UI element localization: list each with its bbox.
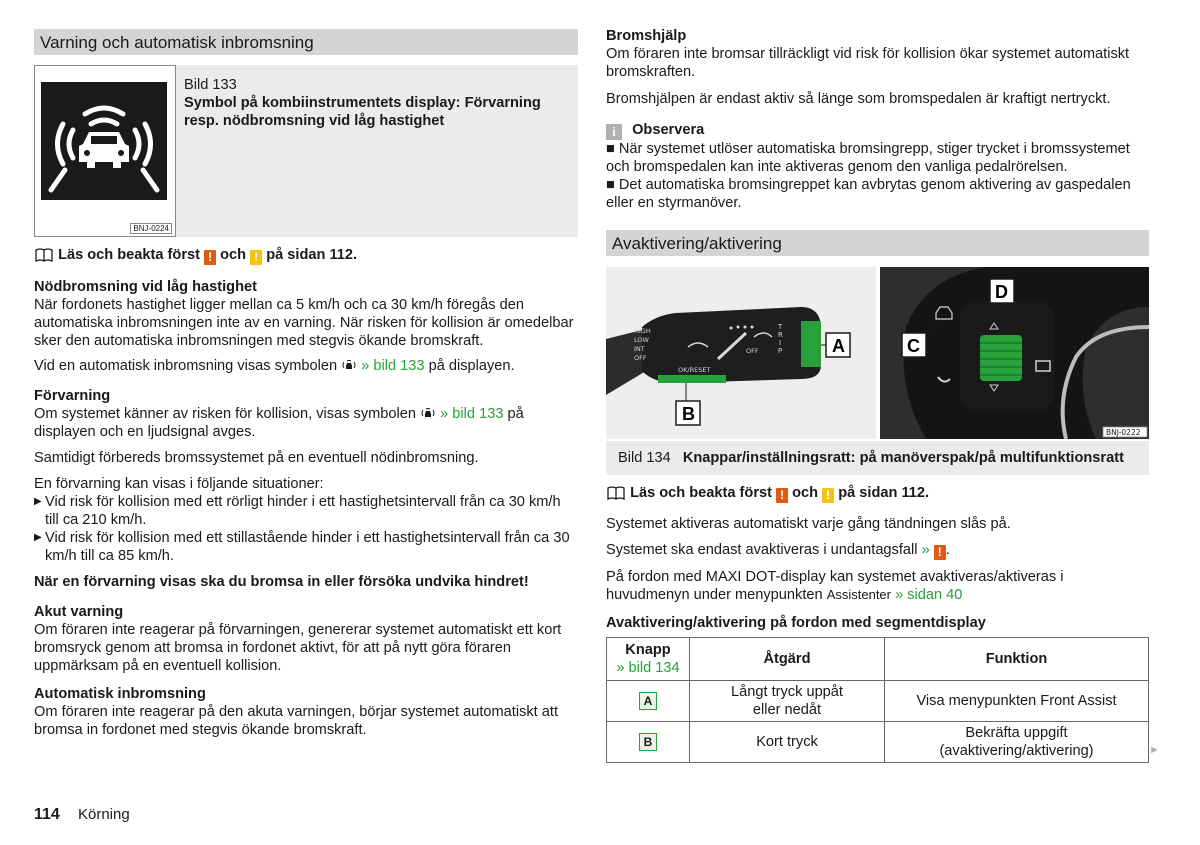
key-cell xyxy=(607,722,690,763)
warning-link[interactable]: » xyxy=(921,542,930,558)
continue-arrow-icon: ► xyxy=(1149,744,1160,756)
svg-text:OFF: OFF xyxy=(746,347,759,355)
front-assist-icon xyxy=(341,359,357,371)
figure-code: BNJ-0224 xyxy=(130,223,172,234)
header-funktion: Funktion xyxy=(885,638,1149,681)
paragraph-1: Systemet aktiveras automatiskt varje gång tändningen slås på. xyxy=(606,516,1011,532)
figure-number: Bild 133 xyxy=(184,77,237,93)
action-cell: Kort tryck xyxy=(690,722,885,763)
auto-text: Om föraren inte reagerar på den akuta varningen, börjar systemet automatiskt att bromsa in fordonet med stegvis ökande bromskraft. xyxy=(34,704,559,738)
figure-134-caption-bar xyxy=(606,441,1149,475)
table-title: Avaktivering/aktivering på fordon med segmentdisplay xyxy=(606,615,986,631)
figure-134 xyxy=(606,267,1149,439)
svg-text:D: D xyxy=(995,282,1008,302)
brake-assist-block xyxy=(606,27,1149,108)
auto-block xyxy=(34,685,578,739)
function-cell: Visa menypunkten Front Assist xyxy=(885,681,1149,722)
prewarning-text: Om systemet känner av risken för kollision, visas symbolen » bild 133 på displayen och en ljudsignal avges. xyxy=(34,406,524,440)
prewarning-bold-note: När en förvarning visas ska du bromsa in eller försöka undvika hindret! xyxy=(34,574,529,590)
warning-icon: ! xyxy=(776,488,788,503)
low-speed-block xyxy=(34,278,578,375)
key-a-badge: A xyxy=(639,692,657,710)
key-b-badge: B xyxy=(639,733,657,751)
table-row xyxy=(607,681,1149,722)
svg-text:P: P xyxy=(778,347,783,355)
situation-item: ▶ Vid risk för kollision med ett rörligt hinder i ett hastighetsintervall från ca 30 km/h till ca 210 km/h. xyxy=(34,494,561,528)
prewarning-block xyxy=(34,387,578,591)
section-title-warning: Varning och automatisk inbromsning xyxy=(34,29,578,55)
svg-text:LOW: LOW xyxy=(634,336,649,344)
low-speed-symbol-line: Vid en automatisk inbromsning visas symbolen » bild 133 på displayen. xyxy=(34,358,515,374)
svg-text:A: A xyxy=(832,336,845,356)
note-item: ■ Det automatiska bromsingreppet kan avbrytas genom aktivering av gaspedalen eller en styrmanöver. xyxy=(606,177,1131,211)
book-icon xyxy=(34,248,54,262)
bild-133-link[interactable]: » bild 133 xyxy=(361,358,425,374)
svg-text:T: T xyxy=(778,323,783,331)
read-note xyxy=(34,246,357,265)
read-note: Läs och beakta först ! och ! på sidan 112. xyxy=(606,484,929,503)
front-assist-display xyxy=(41,82,167,200)
read-note-page: på sidan 112. xyxy=(266,247,358,263)
warning-icon: ! xyxy=(204,250,216,265)
deactivation-text xyxy=(606,515,1149,632)
brake-assist-text: Om föraren inte bromsar tillräckligt vid risk för kollision ökar systemet automatiskt bromskraften. xyxy=(606,46,1130,80)
header-atgard: Åtgärd xyxy=(690,638,885,681)
brake-assist-heading: Bromshjälp xyxy=(606,28,687,44)
warning-icon: ! xyxy=(934,545,946,560)
brake-assist-text2: Bromshjälpen är endast aktiv så länge som bromspedalen är kraftigt nertryckt. xyxy=(606,91,1111,107)
header-knapp: Knapp » bild 134 xyxy=(607,638,690,681)
note-item: ■ När systemet utlöser automatiska bromsingrepp, stiger trycket i bromssystemet och bromspedalen kan inte aktiveras genom den vanliga pedalrörelsen. xyxy=(606,141,1130,175)
acute-heading: Akut varning xyxy=(34,604,124,620)
figure-133 xyxy=(34,65,578,237)
low-speed-text: När fordonets hastighet ligger mellan ca 5 km/h och ca 30 km/h föregås den automatiska inbromsningen inte av en varning. När risken för kollision är omedelbar sker den automatiska inbromsningen med stegvis ökande bromskraft. xyxy=(34,297,574,349)
activation-table xyxy=(606,637,1149,763)
auto-heading: Automatisk inbromsning xyxy=(34,686,206,702)
chapter-name: Körning xyxy=(77,806,130,823)
action-cell: Långt tryck uppåt eller nedåt xyxy=(690,681,885,722)
read-note-and: och xyxy=(220,247,247,263)
svg-text:INT: INT xyxy=(634,345,645,353)
svg-text:BNJ-0222: BNJ-0222 xyxy=(1106,428,1141,437)
bild-133-link[interactable]: » bild 133 xyxy=(440,406,504,422)
prewarning-heading: Förvarning xyxy=(34,388,111,404)
acute-text: Om föraren inte reagerar på förvarningen, genererar systemet automatiskt ett kort bromsryck genom att bromsa in fordonet aktivt, för att på nytt göra föraren uppmärksam på en eventuell kollision. xyxy=(34,622,562,674)
read-note-text: Läs och beakta först xyxy=(58,247,200,263)
low-speed-heading: Nödbromsning vid låg hastighet xyxy=(34,279,257,295)
section-title-deactivation: Avaktivering/aktivering xyxy=(606,230,1149,256)
sidan-40-link[interactable]: » sidan 40 xyxy=(895,587,963,603)
menu-item-assistenter: Assistenter xyxy=(826,587,891,602)
table-header-row xyxy=(607,638,1149,681)
bild-134-link[interactable]: » bild 134 xyxy=(616,660,680,676)
info-icon: i xyxy=(606,124,622,140)
caution-icon: ! xyxy=(250,250,262,265)
situation-item: ▶ Vid risk för kollision med ett stillastående hinder i ett hastighetsintervall från ca 30 km/h till ca 85 km/h. xyxy=(34,530,570,564)
prewarning-prep: Samtidigt förbereds bromssystemet på en eventuell nödinbromsning. xyxy=(34,450,479,466)
figure-133-image-frame xyxy=(34,65,176,237)
svg-text:C: C xyxy=(907,336,920,356)
function-cell: Bekräfta uppgift (avaktivering/aktivering) xyxy=(885,722,1149,763)
figure-134-illustration xyxy=(606,267,1149,439)
caution-icon: ! xyxy=(822,488,834,503)
svg-text:OK/RESET: OK/RESET xyxy=(678,366,711,374)
figure-133-caption-block xyxy=(184,76,564,130)
note-title: Observera xyxy=(632,122,705,138)
front-assist-car-icon xyxy=(41,82,167,200)
acute-block xyxy=(34,603,578,675)
key-cell xyxy=(607,681,690,722)
note-block xyxy=(606,121,1149,212)
figure-caption: Knappar/inställningsratt: på manöverspak/på multifunktionsratt xyxy=(682,450,1124,466)
table-row xyxy=(607,722,1149,763)
svg-text:R: R xyxy=(778,331,783,339)
page-number: 114 xyxy=(34,806,60,823)
svg-text:OFF: OFF xyxy=(634,354,647,362)
figure-number: Bild 134 xyxy=(618,450,671,466)
front-assist-icon xyxy=(420,407,436,419)
note-title-row xyxy=(606,121,1149,140)
figure-caption: Symbol på kombiinstrumentets display: Förvarning resp. nödbromsning vid låg hastighet xyxy=(184,95,541,129)
page-footer xyxy=(34,806,130,824)
svg-text:B: B xyxy=(682,404,695,424)
svg-text:HIGH: HIGH xyxy=(634,327,651,335)
book-icon xyxy=(606,486,626,500)
svg-text:I: I xyxy=(779,339,782,347)
paragraph-2: Systemet ska endast avaktiveras i undantagsfall » ! . xyxy=(606,542,950,559)
paragraph-3: På fordon med MAXI DOT-display kan systemet avaktiveras/aktiveras i huvudmenyn under menypunkten Assistenter » sidan 40 xyxy=(606,569,1064,603)
situations-intro: En förvarning kan visas i följande situationer: xyxy=(34,476,324,492)
